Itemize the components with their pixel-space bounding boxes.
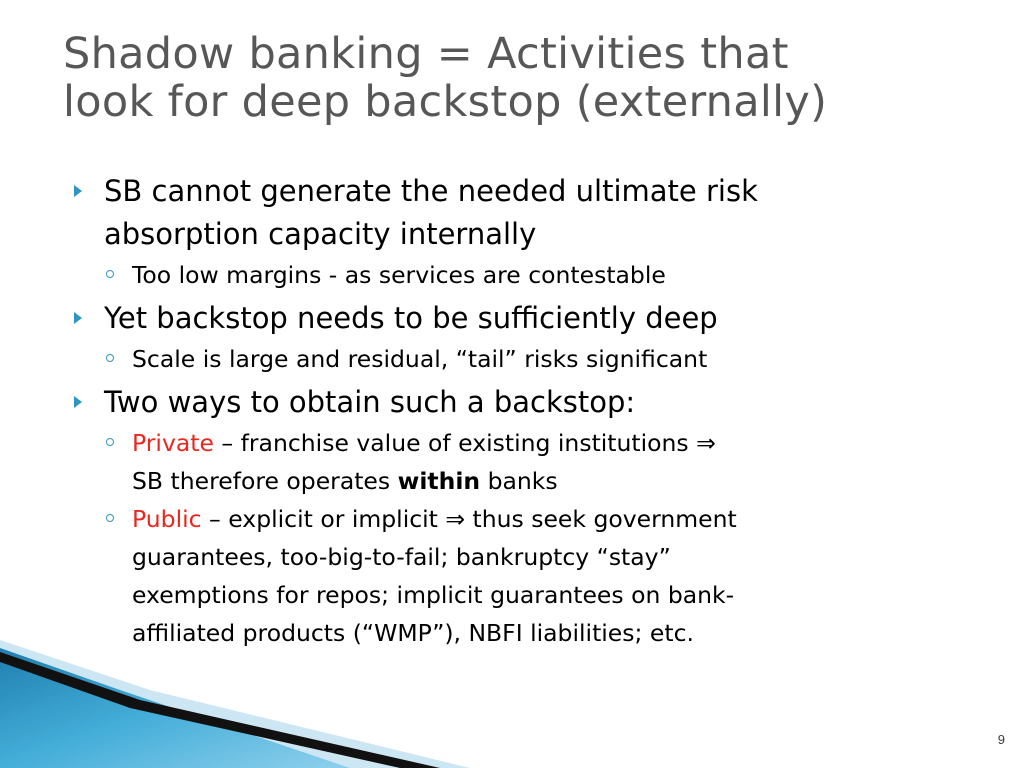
sub-bullet-text: – franchise value of existing institutions ⇒ (213, 429, 716, 457)
sub-bullet-text: Too low margins - as services are contestable (132, 261, 666, 289)
slide-title (63, 30, 993, 126)
circle-bullet-icon (106, 354, 114, 362)
bullet-text: Yet backstop needs to be sufficiently deep (104, 301, 718, 335)
sub-bullet-text: affiliated products (“WMP”), NBFI liabilities; etc. (132, 619, 694, 647)
title-line-1: Shadow banking = Activities that (63, 29, 789, 79)
sub-bullet-text: banks (480, 467, 558, 495)
page-number: 9 (997, 732, 1005, 747)
sub-bullet-text: exemptions for repos; implicit guarantees on bank- (132, 581, 735, 609)
sub-bullet-item (74, 256, 974, 294)
private-label: Private (132, 429, 214, 457)
sub-bullet-item (74, 424, 974, 500)
bullet-item (74, 381, 974, 424)
bullet-text: Two ways to obtain such a backstop: (104, 385, 636, 419)
title-line-2: look for deep backstop (externally) (63, 77, 828, 127)
triangle-bullet-icon (74, 185, 82, 197)
sub-bullet-item (74, 340, 974, 378)
bullet-list (74, 170, 974, 652)
circle-bullet-icon (106, 438, 114, 446)
public-label: Public (132, 505, 202, 533)
bullet-text: SB cannot generate the needed ultimate risk (104, 174, 758, 208)
sub-bullet-text: SB therefore operates (132, 467, 398, 495)
circle-bullet-icon (106, 270, 114, 278)
sub-bullet-text: Scale is large and residual, “tail” risks significant (132, 345, 708, 373)
emphasis-within: within (397, 467, 481, 495)
triangle-bullet-icon (74, 312, 82, 324)
bullet-text: absorption capacity internally (104, 217, 537, 251)
sub-bullet-item (74, 500, 974, 652)
sub-bullet-text: guarantees, too-big-to-fail; bankruptcy “stay” (132, 543, 671, 571)
bullet-item (74, 297, 974, 340)
circle-bullet-icon (106, 514, 114, 522)
triangle-bullet-icon (74, 396, 82, 408)
bullet-item (74, 170, 974, 256)
sub-bullet-text: – explicit or implicit ⇒ thus seek government (201, 505, 737, 533)
